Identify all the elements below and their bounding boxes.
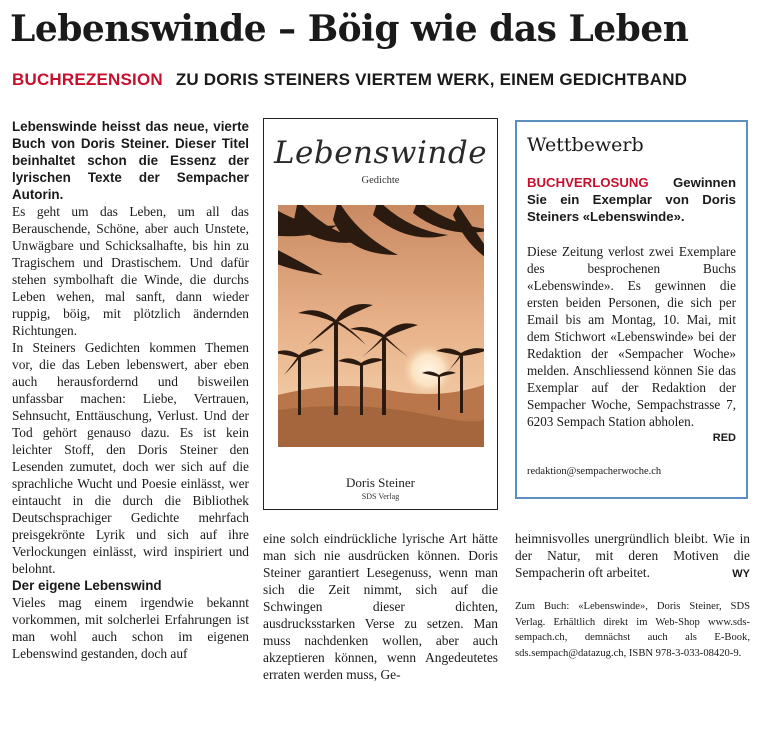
cover-photo-palm-sunset <box>278 205 484 447</box>
article-column-3 <box>515 530 750 661</box>
section-title: Der eigene Lebenswind <box>12 578 162 593</box>
subheadline-row <box>12 70 757 90</box>
kicker-label: BUCHREZENSION <box>12 70 163 89</box>
book-cover-image <box>263 118 498 510</box>
cover-author: Doris Steiner <box>346 475 415 490</box>
contest-lead <box>527 174 736 225</box>
headline: Lebenswinde – Böig wie das Leben <box>10 8 689 50</box>
article-paragraph-3b: eine solch eindrückliche lyrische Art hätte man sich nie ausdrücken können. Doris Steiner garantiert Lesegenuss, wenn man sich die Zeit nimmt, sich auf die Schwingen dieser dichten, ausdrucksstarken Verse zu setzen. Man muss nachdenken wollen, aber auch akzeptieren können, wenn Angedeutetes erraten werden muss, Ge- <box>263 531 498 682</box>
cover-subtitle: Gedichte <box>361 175 400 186</box>
article-column-2 <box>263 530 498 683</box>
palm-sunset-illustration <box>278 205 484 447</box>
contest-signature: RED <box>712 432 736 444</box>
contest-box <box>515 120 748 499</box>
article-paragraph-1: Es geht um das Leben, um all das Berauschende, Schöne, aber auch Unstete, Unwägbare und Schicksalhafte, bis hin zu Tragischem und Drastischem. Und dafür stehen symbolhaft die Winde, die durchs Leben wehen, mal sanft, dann wieder ruppig, böig, mit plötzlich ändernden Richtungen. <box>12 204 249 338</box>
article-paragraph-3c <box>515 530 750 581</box>
article-paragraph-3c-text: heimnisvolles unergründlich bleibt. Wie in der Natur, mit deren Motiven die Sempacherin oft arbeitet. <box>515 531 750 580</box>
contest-kicker: BUCHVERLOSUNG <box>527 175 649 190</box>
book-info: Zum Buch: «Lebenswinde», Doris Steiner, SDS Verlag. Erhältlich direkt im Web-Shop www.sds-sempach.ch, demnächst auch als E-Book, sds.sempach@datazug.ch, ISBN 978-3-033-08420-9. <box>515 601 750 659</box>
contest-title: Wettbewerb <box>527 134 644 156</box>
contest-lead-text: Gewinnen Sie ein Exemplar von Doris Steiners «Lebenswinde». <box>527 175 736 224</box>
cover-publisher: SDS Verlag <box>361 492 400 501</box>
article-lead: Lebenswinde heisst das neue, vierte Buch von Doris Steiner. Dieser Titel beinhaltet schon die Essenz der lyrischen Texte der Sempacher Autorin. <box>12 119 249 202</box>
author-initials: WY <box>732 568 750 580</box>
article-paragraph-2: In Steiners Gedichten kommen Themen vor, die das Leben lebenswert, aber eben auch herausfordernd und bisweilen unfassbar machen: Liebe, Vertrauen, Sehnsucht, Enttäuschung, Verlust. Und der Tod gehört genauso dazu. Es ist kein leichter Stoff, den Doris Steiner den Lesenden zumutet, doch wer sich auf die sprachliche Wucht und Poesie einlässt, wer eintaucht in die durch die Bibliothek Deutschsprachiger Gedichte mehrfach preisgekrönte Lyrik und sich auf ihre Verlockungen einlässt, wird inspiriert und belohnt. <box>12 340 249 576</box>
cover-title: Lebenswinde <box>273 135 488 171</box>
subheadline: ZU DORIS STEINERS VIERTEM WERK, EINEM GEDICHTBAND <box>175 70 688 89</box>
article-paragraph-3a: Vieles mag einem irgendwie bekannt vorkommen, mit solcherlei Erfahrungen ist man wohl auch schon im eigenen Lebenswind gestanden, doch auf <box>12 595 249 661</box>
contest-body: Diese Zeitung verlost zwei Exemplare des besprochenen Buchs «Lebenswinde». Es gewinnen die ersten beiden Personen, die sich per Email bis am Montag, 10. Mai, mit dem Stichwort «Lebenswinde» bei der Redaktion der «Sempacher Woche» melden. Anschliessend können Sie das Exemplar auf der Redaktion der Sempacher Woche, Sempachstrasse 7, 6203 Sempach Station abholen. <box>527 244 736 429</box>
contest-email-link[interactable]: redaktion@sempacherwoche.ch <box>527 466 662 477</box>
article-column-1 <box>12 118 249 662</box>
